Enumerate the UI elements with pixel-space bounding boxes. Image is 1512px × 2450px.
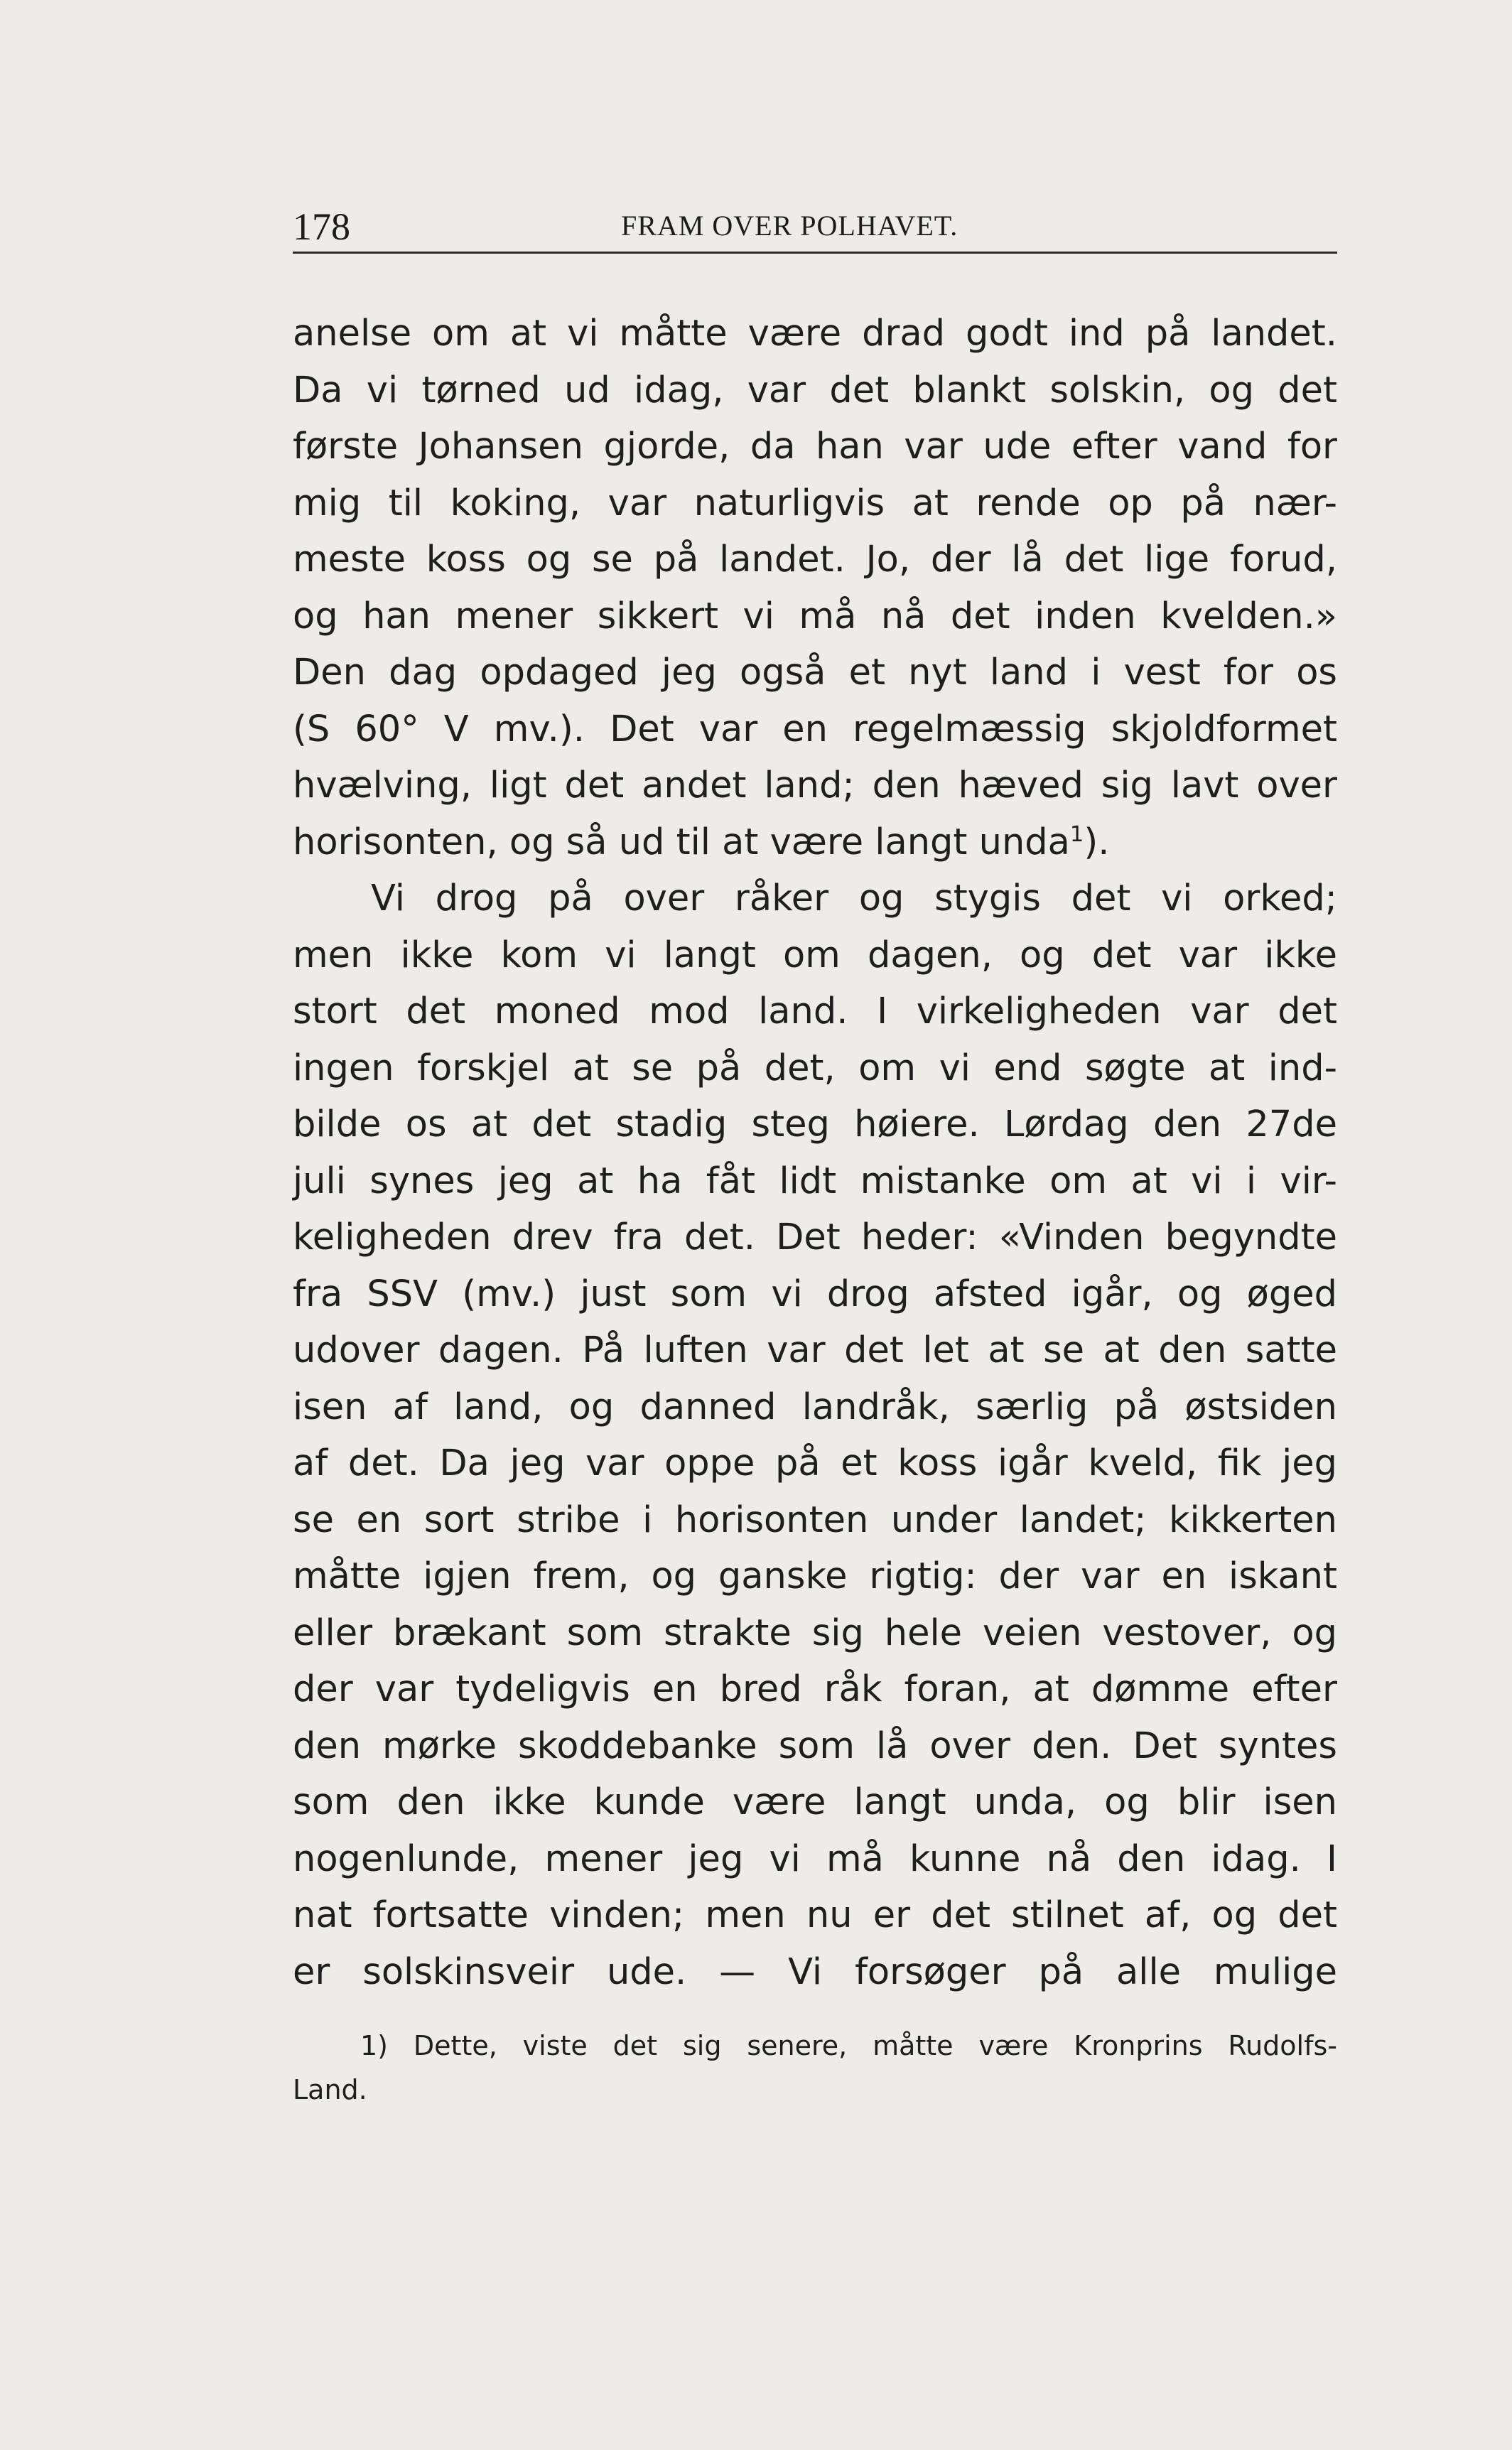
running-title: FRAM OVER POLHAVET.	[621, 210, 958, 242]
text-line: den mørke skoddebanke som lå over den. Det syntes	[293, 1725, 1337, 1767]
text-line: fra SSV (mv.) just som vi drog afsted igår, og øged	[293, 1273, 1337, 1315]
text-line: mig til koking, var naturligvis at rende op på nær-	[293, 482, 1337, 524]
text-line: anelse om at vi måtte være drad godt ind på landet.	[293, 313, 1337, 355]
text-line: af det. Da jeg var oppe på et koss igår kveld, fik jeg	[293, 1442, 1337, 1484]
footnote-line	[293, 2024, 1337, 2068]
page-number: 178	[293, 205, 350, 248]
footnote-reference: 1	[1069, 821, 1084, 847]
text-line: Da vi tørned ud idag, var det blankt solskin, og det	[293, 369, 1337, 411]
body-text	[293, 306, 1337, 2000]
text-line: første Johansen gjorde, da han var ude efter vand for	[293, 426, 1337, 468]
text-line: se en sort stribe i horisonten under landet; kikkerten	[293, 1499, 1337, 1541]
text-line: er solskinsveir ude. — Vi forsøger på alle mulige	[293, 1950, 1337, 1993]
text-line: hvælving, ligt det andet land; den hæved sig lavt over	[293, 765, 1337, 806]
text-line: stort det moned mod land. I virkeligheden var det	[293, 991, 1337, 1032]
text-line-paragraph-start: Vi drog på over råker og stygis det vi orked;	[371, 878, 1337, 919]
text-line: nat fortsatte vinden; men nu er det stilnet af, og det	[293, 1894, 1337, 1936]
text-line: ingen forskjel at se på det, om vi end søgte at ind-	[293, 1047, 1337, 1089]
text-line: som den ikke kunde være langt unda, og blir isen	[293, 1781, 1337, 1823]
text-line-with-footnote-ref	[293, 814, 1337, 871]
text-line: Den dag opdaged jeg også et nyt land i vest for os	[293, 652, 1337, 694]
text-line: bilde os at det stadig steg høiere. Lørdag den 27de	[293, 1103, 1337, 1145]
footnote	[293, 2024, 1337, 2112]
text-line: udover dagen. På luften var det let at se at den satte	[293, 1329, 1337, 1371]
text-line: isen af land, og danned landråk, særlig på østsiden	[293, 1386, 1337, 1428]
page-header	[293, 202, 1337, 254]
text-line: (S 60° V mv.). Det var en regelmæssig skjoldformet	[293, 708, 1337, 750]
footnote-text: Dette, viste det sig senere, måtte være Kronprins Rudolfs-	[413, 2030, 1337, 2061]
text-line: eller brækant som strakte sig hele veien vestover, og	[293, 1612, 1337, 1654]
text-line: juli synes jeg at ha fåt lidt mistanke om at vi i vir-	[293, 1160, 1337, 1202]
text-line: og han mener sikkert vi må nå det inden kvelden.»	[293, 595, 1337, 637]
text-line: der var tydeligvis en bred råk foran, at dømme efter	[293, 1668, 1337, 1710]
text-line: meste koss og se på landet. Jo, der lå det lige forud,	[293, 539, 1337, 581]
text-line: men ikke kom vi langt om dagen, og det var ikke	[293, 934, 1337, 976]
footnote-reference-closing: ).	[1084, 821, 1110, 863]
text-line: keligheden drev fra det. Det heder: «Vinden begyndte	[293, 1216, 1337, 1258]
text-line-content: horisonten, og så ud til at være langt unda	[293, 821, 1070, 863]
text-line: nogenlunde, mener jeg vi må kunne nå den idag. I	[293, 1838, 1337, 1880]
footnote-line-continuation: Land.	[293, 2074, 367, 2105]
footnote-marker: 1)	[360, 2030, 389, 2061]
text-line: måtte igjen frem, og ganske rigtig: der var en iskant	[293, 1555, 1337, 1597]
